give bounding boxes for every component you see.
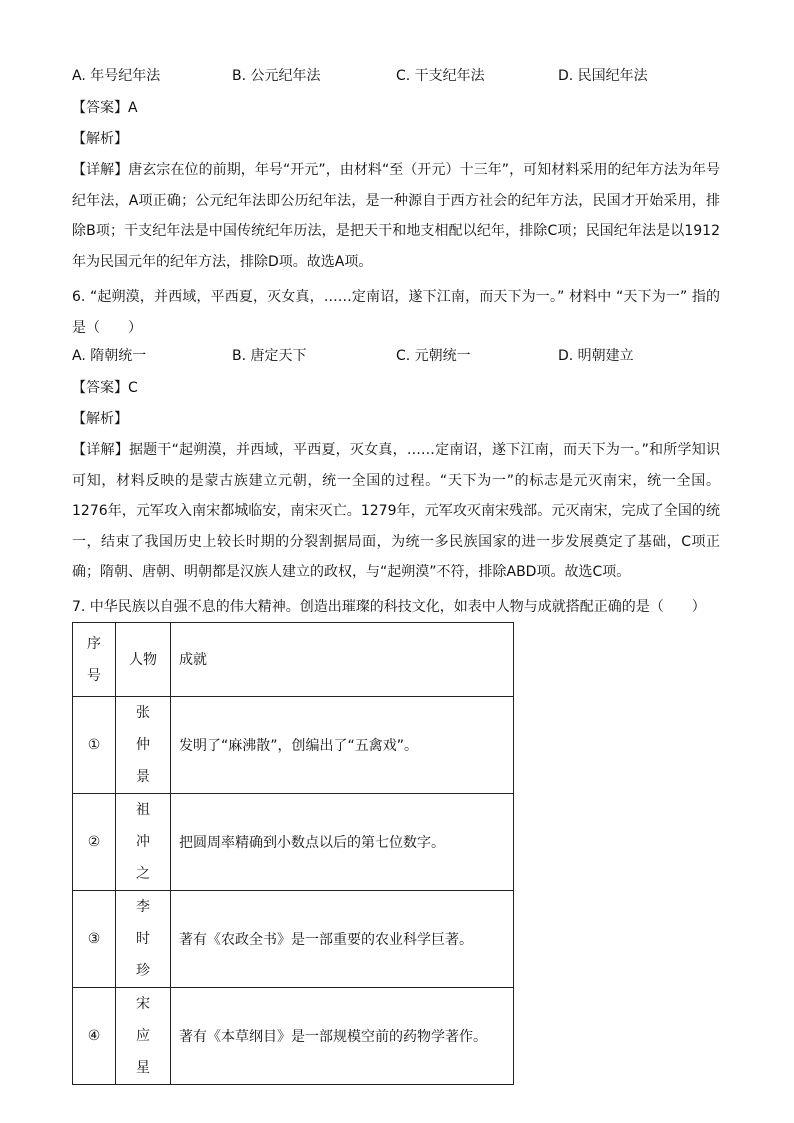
row-achievement: 发明了“麻沸散”，创编出了“五禽戏”。 — [171, 697, 514, 794]
row-index: ① — [73, 697, 116, 794]
row-achievement: 著有《农政全书》是一部重要的农业科学巨著。 — [171, 891, 514, 988]
detail-text: 唐玄宗在位的前期，年号“开元”，由材料“至（开元）十三年”，可知材料采用的纪年方法为年号纪年法，A项正确；公元纪年法即公历纪年法，是一种源自于西方社会的纪年方法，民国才开始采用，排除B项；干支纪年法是中国传统纪年历法，是把天干和地支相配以纪年，排除C项；民国纪年法是以1912年为民国元年的纪年方法，排除D项。故选A项。 — [72, 162, 721, 270]
row-person: 宋应星 — [116, 988, 171, 1085]
q5-analysis-tag: 【解析】 — [72, 131, 128, 147]
q5-answer — [72, 98, 138, 118]
header-person: 人物 — [116, 623, 171, 697]
row-person: 祖冲之 — [116, 794, 171, 891]
answer-value: A — [128, 100, 138, 116]
q6-option-b: B. 唐定天下 — [232, 348, 307, 364]
row-index: ③ — [73, 891, 116, 988]
table-row — [73, 891, 514, 988]
detail-tag: 【详解】 — [72, 442, 129, 458]
q6-detail — [72, 435, 720, 588]
table-row — [73, 697, 514, 794]
row-achievement: 著有《本草纲目》是一部规模空前的药物学著作。 — [171, 988, 514, 1085]
table-header-row — [73, 623, 514, 697]
q6-option-d: D. 明朝建立 — [558, 348, 634, 364]
q5-options — [72, 66, 732, 86]
row-index: ④ — [73, 988, 116, 1085]
q6-analysis-tag: 【解析】 — [72, 411, 128, 427]
row-person: 张仲景 — [116, 697, 171, 794]
q5-option-c: C. 干支纪年法 — [396, 68, 485, 84]
table-row — [73, 988, 514, 1085]
q7-stem: 7. 中华民族以自强不息的伟大精神。创造出璀璨的科技文化，如表中人物与成就搭配正确的是（ ） — [72, 599, 706, 615]
answer-tag: 【答案】 — [72, 100, 128, 116]
header-achievement: 成就 — [171, 623, 514, 697]
answer-value: C — [128, 380, 138, 396]
q6-option-a: A. 隋朝统一 — [72, 348, 147, 364]
detail-text: 据题干“起朔漠，并西域，平西夏，灭女真，……定南诏，遂下江南，而天下为一。”和所学知识可知，材料反映的是蒙古族建立元朝，统一全国的过程。“天下为一”的标志是元灭南宋，统一全国。1276年，元军攻入南宋都城临安，南宋灭亡。1279年，元军攻灭南宋残部。元灭南宋，完成了全国的统一，结束了我国历史上较长时期的分裂割据局面，为统一多民族国家的进一步发展奠定了基础，C项正确；隋朝、唐朝、明朝都是汉族人建立的政权，与“起朔漠”不符，排除ABD项。故选C项。 — [72, 442, 720, 581]
q6-options — [72, 346, 732, 366]
q6-stem: 6. “起朔漠，并西域，平西夏，灭女真，……定南诏，遂下江南，而天下为一。” 材料中 “天下为一” 指的是（ ） — [72, 289, 720, 336]
q6-answer — [72, 378, 138, 398]
q6-option-c: C. 元朝统一 — [396, 348, 471, 364]
row-person: 李时珍 — [116, 891, 171, 988]
header-index: 序号 — [73, 623, 116, 697]
q5-option-d: D. 民国纪年法 — [558, 68, 648, 84]
q5-option-a: A. 年号纪年法 — [72, 68, 161, 84]
table-row — [73, 794, 514, 891]
row-index: ② — [73, 794, 116, 891]
answer-tag: 【答案】 — [72, 380, 128, 396]
q5-detail — [72, 155, 720, 277]
detail-tag: 【详解】 — [72, 162, 129, 178]
q5-option-b: B. 公元纪年法 — [232, 68, 321, 84]
q7-table — [72, 622, 514, 1085]
row-achievement: 把圆周率精确到小数点以后的第七位数字。 — [171, 794, 514, 891]
